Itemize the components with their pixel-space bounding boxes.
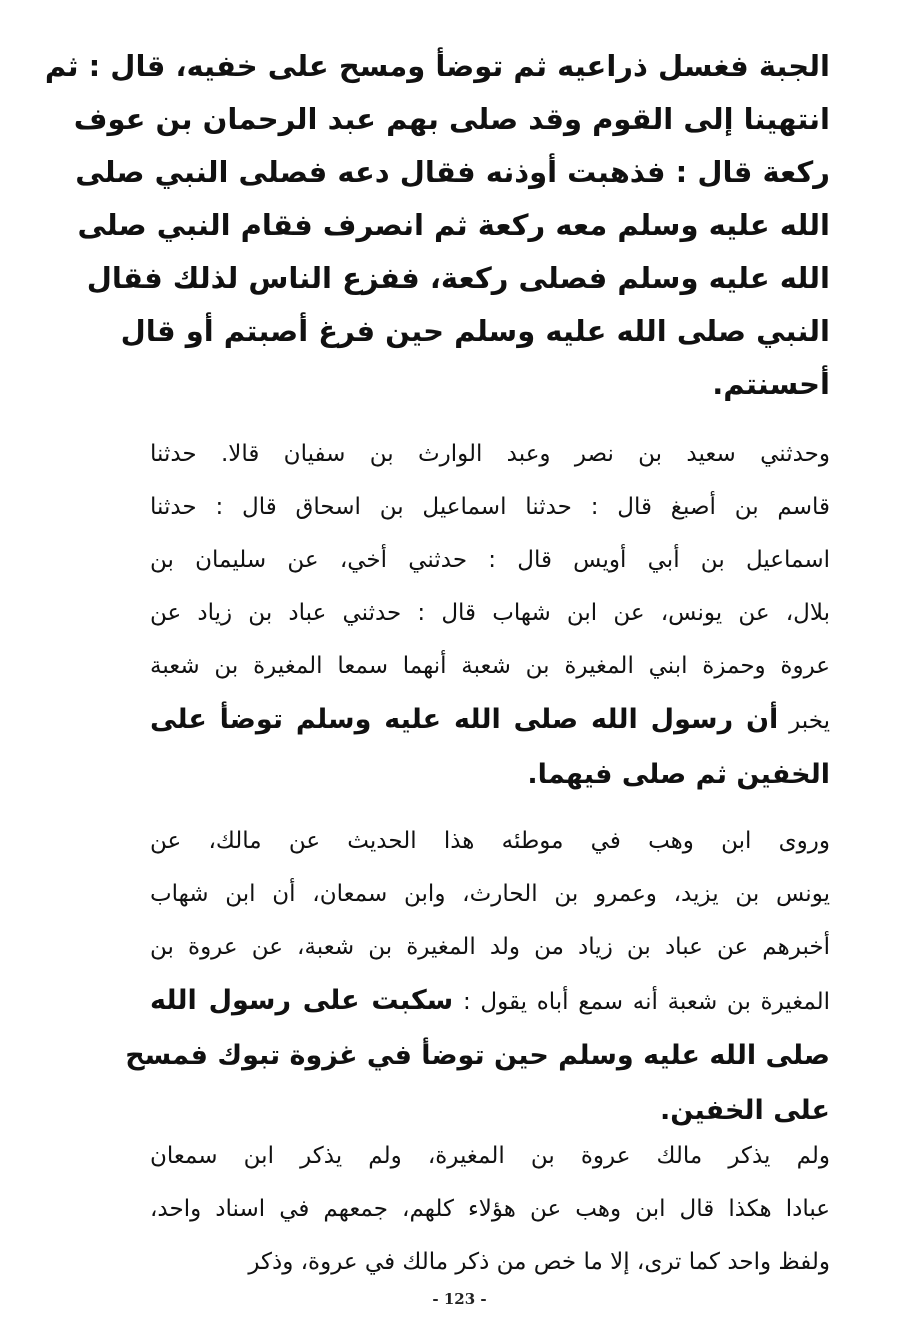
- narration-text: ولفظ واحد كما ترى، إلا ما خص من ذكر مالك في عروة، وذكر: [248, 1249, 830, 1275]
- narration-text: اسماعيل بن أبي أويس قال : حدثني أخي، عن سليمان بن: [150, 547, 830, 573]
- narration-text: ولم يذكر مالك عروة بن المغيرة، ولم يذكر ابن سمعان: [150, 1143, 830, 1169]
- text-line: [86, 252, 830, 305]
- bold-hadith-text: الجبة فغسل ذراعيه ثم توضأ ومسح على خفيه، قال : ثم: [44, 49, 830, 83]
- bold-hadith-text: الله عليه وسلم فصلى ركعة، ففزع الناس لذلك فقال: [86, 261, 830, 295]
- text-line: [150, 1236, 830, 1289]
- text-line: [150, 1130, 830, 1183]
- text-line: [120, 305, 830, 358]
- text-line: [150, 481, 830, 534]
- text-line: [150, 534, 830, 587]
- bold-hadith-text: النبي صلى الله عليه وسلم حين فرغ أصبتم أو قال: [120, 314, 830, 348]
- text-line: [150, 921, 830, 974]
- text-line: [150, 587, 830, 640]
- bold-hadith-text: الخفين ثم صلى فيهما.: [527, 759, 830, 790]
- paragraph-4: [150, 1130, 830, 1289]
- page-number: - 123 -: [432, 1290, 487, 1308]
- bold-hadith-text: الله عليه وسلم معه ركعة ثم انصرف فقام النبي صلى: [77, 208, 830, 242]
- text-line: [150, 815, 830, 868]
- text-line: [150, 428, 830, 481]
- text-line: [150, 974, 830, 1029]
- text-line: [75, 146, 830, 199]
- bold-hadith-text: سكبت على رسول الله: [150, 985, 454, 1016]
- text-line: [150, 1183, 830, 1236]
- text-line: [150, 868, 830, 921]
- text-line: [150, 640, 830, 693]
- bold-hadith-text: أحسنتم.: [712, 367, 830, 401]
- bold-hadith-text: انتهينا إلى القوم وقد صلى بهم عبد الرحمان بن عوف: [73, 102, 830, 136]
- text-line: [150, 748, 830, 803]
- narration-text: عبادا هكذا قال ابن وهب عن هؤلاء كلهم، جمعهم في اسناد واحد،: [150, 1196, 830, 1222]
- text-line: [150, 358, 830, 411]
- narration-text: وحدثني سعيد بن نصر وعبد الوارث بن سفيان قالا. حدثنا: [150, 441, 830, 467]
- bold-hadith-text: صلى الله عليه وسلم حين توضأ في غزوة تبوك فمسح: [125, 1040, 830, 1071]
- text-line: [125, 1029, 830, 1084]
- bold-hadith-text: على الخفين.: [659, 1095, 830, 1126]
- narration-text: عروة وحمزة ابني المغيرة بن شعبة أنهما سمعا المغيرة بن شعبة: [150, 653, 830, 679]
- text-line: [73, 93, 830, 146]
- paragraph-3: [125, 815, 831, 1139]
- paragraph-1: [44, 40, 830, 411]
- bold-hadith-text: أن رسول الله صلى الله عليه وسلم توضأ على: [150, 704, 779, 735]
- narration-text: وروى ابن وهب في موطئه هذا الحديث عن مالك، عن: [150, 828, 830, 854]
- paragraph-2: [150, 428, 830, 803]
- narration-text: المغيرة بن شعبة أنه سمع أباه يقول :: [453, 989, 831, 1015]
- bold-hadith-text: ركعة قال : فذهبت أوذنه فقال دعه فصلى النبي صلى: [75, 155, 830, 189]
- narration-text: بلال، عن يونس، عن ابن شهاب قال : حدثني عباد بن زياد عن: [150, 600, 830, 626]
- narration-text: قاسم بن أصبغ قال : حدثنا اسماعيل بن اسحاق قال : حدثنا: [150, 494, 830, 520]
- narration-text: أخبرهم عن عباد بن زياد من ولد المغيرة بن شعبة، عن عروة بن: [150, 934, 830, 960]
- text-line: [77, 199, 830, 252]
- text-line: [150, 693, 830, 748]
- text-line: [44, 40, 830, 93]
- narration-text: يونس بن يزيد، وعمرو بن الحارث، وابن سمعان، أن ابن شهاب: [150, 881, 830, 907]
- narration-text: يخبر: [778, 708, 830, 734]
